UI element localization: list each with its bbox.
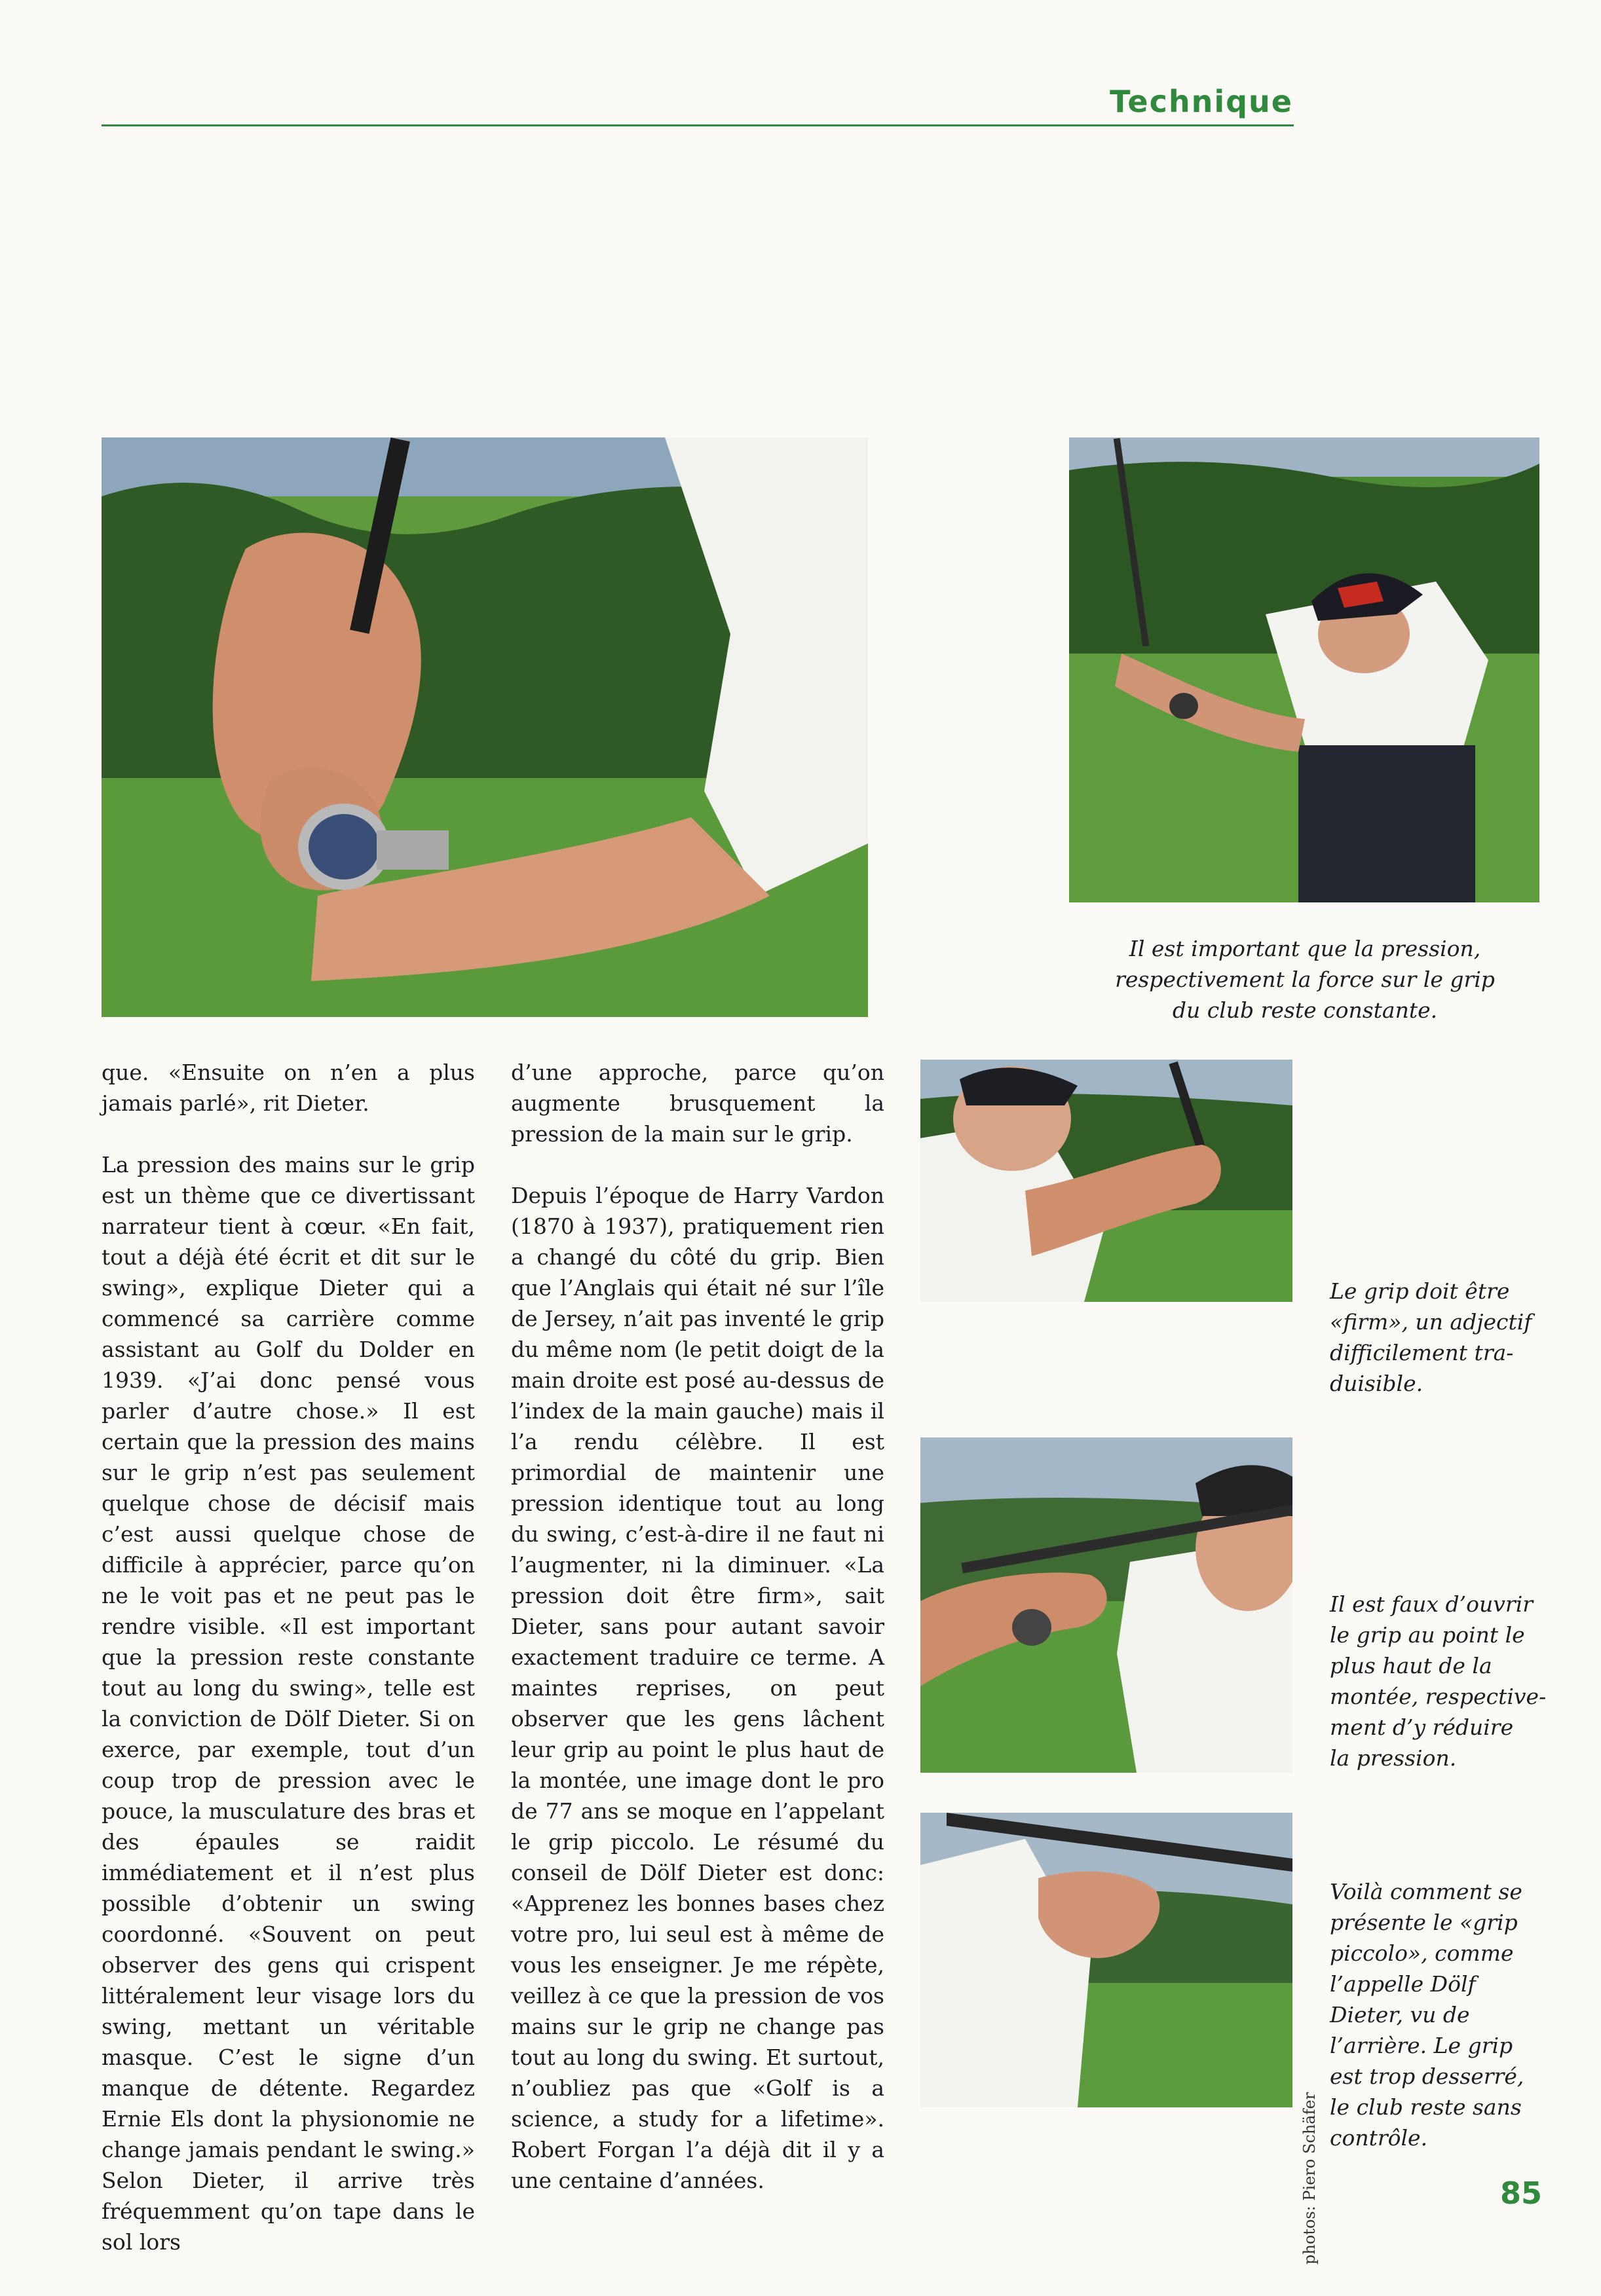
caption-grip-open: Il est faux d’ouvrir le grip au point le plus haut de la montée, respective- ment d’y réduire la pression. bbox=[1330, 1591, 1547, 1771]
article-paragraph: Depuis l’époque de Harry Vardon (1870 à 1937), pratiquement rien a changé du côté du grip. Bien que l’Anglais qui était né sur l’île de Jersey, n’ait pas inventé le grip du même nom (le petit doigt de la main droite est posé au-dessus de l’index de la main gauche) mais il l’a rendu célèbre. Il est primordial de maintenir une pression identique tout au long du swing, c’est-à-dire il ne faut ni l’augmenter, ni la diminuer. «La pression doit être firm», sait Dieter, sans pour autant savoir exactement traduire ce terme. A maintes reprises, on peut observer que les gens lâchent leur grip au point le plus haut de la montée, une image dont le pro de 77 ans se moque en l’appelant le grip piccolo. Le résumé du conseil de Dölf Dieter est donc: «Apprenez les bonnes bases chez votre pro, lui seul est à même de vous les enseigner. Je me répète, veillez à ce que la pression de vos mains sur le grip ne change pas tout au long du swing. Et surtout, n’oubliez pas que «Golf is a science, a study for a lifetime». Robert Forgan l’a déjà dit il y a une centaine d’années. bbox=[511, 1183, 884, 2193]
photo-credit-text: photos: Piero Schäfer bbox=[1300, 2092, 1319, 2265]
photo-golfer-backswing bbox=[1069, 437, 1539, 902]
photo-grip-piccolo bbox=[920, 1813, 1292, 2107]
section-title: Technique bbox=[1110, 84, 1293, 119]
header-rule bbox=[102, 124, 1294, 126]
article-column-1 bbox=[102, 1057, 475, 2288]
caption-pressure-constant: Il est important que la pression, respectivement la force sur le grip du club reste constante. bbox=[1115, 936, 1495, 1023]
article-column-2 bbox=[511, 1057, 884, 2227]
article-paragraph: d’une approche, parce qu’on augmente brusquement la pression de la main sur le grip. bbox=[511, 1060, 884, 1147]
caption-grip-piccolo: Voilà comment se présente le «grip piccolo», comme l’appelle Dölf Dieter, vu de l’arrière. Le grip est trop desserré, le club reste sans contrôle. bbox=[1330, 1879, 1524, 2151]
article-paragraph: La pression des mains sur le grip est un thème que ce divertissant narrateur tient à cœur. «En fait, tout a déjà été écrit et dit sur le swing», explique Dieter qui a commencé sa carrière comme assistant au Golf du Dolder en 1939. «J’ai donc pensé vous parler d’autre chose.» Il est certain que la pression des mains sur le grip n’est pas seulement quelque chose de décisif mais c’est aussi quelque chose de difficile à apprécier, parce qu’on ne le voit pas et ne peut pas le rendre visible. «Il est important que la pression reste constante tout au long du swing», telle est la conviction de Dölf Dieter. Si on exerce, par exemple, tout d’un coup trop de pression avec le pouce, la musculature des bras et des épaules se raidit immédiatement et il n’est plus possible d’obtenir un swing coordonné. «Souvent on peut observer des gens qui crispent littéralement leur visage lors du swing, mettant un véritable masque. C’est le signe d’un manque de détente. Regardez Ernie Els dont la physionomie ne change jamais pendant le swing.» Selon Dieter, il arrive très fréquemment qu’on tape dans le sol lors bbox=[102, 1152, 475, 2255]
photo-credit bbox=[1300, 2092, 1319, 2265]
caption-grip-firm: Le grip doit être «firm», un adjectif difficilement tra- duisible. bbox=[1330, 1278, 1532, 1396]
page-number: 85 bbox=[1499, 2176, 1542, 2211]
photo-grip-open-top bbox=[920, 1437, 1292, 1773]
article-paragraph: que. «Ensuite on n’en a plus jamais parlé», rit Dieter. bbox=[102, 1060, 475, 1116]
photo-grip-firm bbox=[920, 1060, 1292, 1302]
photo-hands-grip-closeup bbox=[102, 437, 868, 1017]
